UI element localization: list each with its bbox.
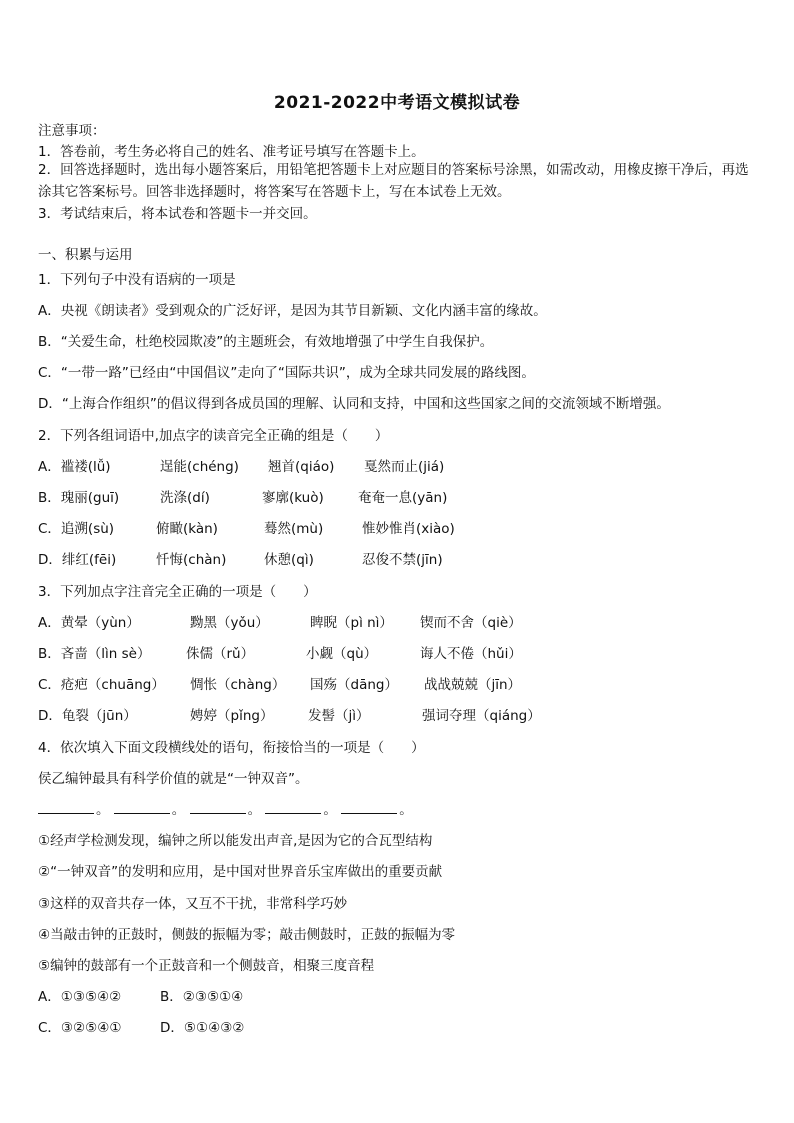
q3-c-3: 国殇（dāng） xyxy=(310,677,398,693)
q4-intro: 侯乙编钟最具有科学价值的就是“一钟双音”。 xyxy=(38,771,309,787)
q4-option-d: D．⑤①④③② xyxy=(160,1020,245,1036)
q2-a-3: 翘首(qiáo) xyxy=(268,459,335,475)
q2-b-1: B．瑰丽(guī) xyxy=(38,490,120,506)
q2-a-2: 逞能(chéng) xyxy=(160,459,239,475)
notice-item-1: 1．答卷前，考生务必将自己的姓名、准考证号填写在答题卡上。 xyxy=(38,144,425,160)
q4-stem: 4．依次填入下面文段横线处的语句，衔接恰当的一项是（ ） xyxy=(38,740,425,756)
q3-a-4: 锲而不舍（qiè） xyxy=(420,615,522,631)
page-title: 2021-2022中考语文模拟试卷 xyxy=(273,93,521,113)
notice-item-3: 3．考试结束后，将本试卷和答题卡一并交回。 xyxy=(38,206,317,222)
q3-stem: 3．下列加点字注音完全正确的一项是（ ） xyxy=(38,584,317,600)
q4-sentence-1: ①经声学检测发现，编钟之所以能发出声音,是因为它的合瓦型结构 xyxy=(38,833,433,849)
q1-option-a: A．央视《朗读者》受到观众的广泛好评，是因为其节目新颖、文化内涵丰富的缘故。 xyxy=(38,303,547,319)
section-heading: 一、积累与运用 xyxy=(38,247,133,263)
q2-b-4: 奄奄一息(yān) xyxy=(358,490,448,506)
answer-blank-2 xyxy=(114,803,170,814)
q3-c-1: C．疮疤（chuāng） xyxy=(38,677,165,693)
q1-option-d: D．“上海合作组织”的倡议得到各成员国的理解、认同和支持，中国和这些国家之间的交流领域不断增强。 xyxy=(38,396,670,412)
q3-b-1: B．吝啬（lìn sè） xyxy=(38,646,151,662)
q1-option-c: C．“一带一路”已经由“中国倡议”走向了“国际共识”，成为全球共同发展的路线图。 xyxy=(38,365,535,381)
q2-d-1: D．绯红(fēi) xyxy=(38,552,117,568)
q1-option-b: B．“关爱生命，杜绝校园欺凌”的主题班会，有效地增强了中学生自我保护。 xyxy=(38,334,494,350)
q3-b-4: 诲人不倦（hǔi） xyxy=(420,646,522,662)
q2-b-2: 洗涤(dí) xyxy=(160,490,210,506)
q3-a-2: 黝黑（yǒu） xyxy=(190,615,269,631)
q2-c-4: 惟妙惟肖(xiào) xyxy=(362,521,455,537)
q4-sentence-2: ②“一钟双音”的发明和应用，是中国对世界音乐宝库做出的重要贡献 xyxy=(38,864,443,880)
q3-d-2: 娉婷（pǐng） xyxy=(190,708,274,724)
answer-blank-5 xyxy=(341,803,397,814)
q4-sentence-3: ③这样的双音共存一体，又互不干扰，非常科学巧妙 xyxy=(38,896,348,912)
q3-a-1: A．黄晕（yùn） xyxy=(38,615,140,631)
q4-option-b: B．②③⑤①④ xyxy=(160,989,244,1005)
q3-c-4: 战战兢兢（jīn） xyxy=(424,677,522,693)
q4-blanks: 。 。 。 。 。 xyxy=(38,801,413,819)
q2-c-1: C．追溯(sù) xyxy=(38,521,115,537)
q2-c-2: 俯瞰(kàn) xyxy=(156,521,218,537)
q2-d-2: 忏悔(chàn) xyxy=(156,552,227,568)
answer-blank-3 xyxy=(190,803,246,814)
q4-sentence-4: ④当敲击钟的正鼓时，侧鼓的振幅为零；敲击侧鼓时，正鼓的振幅为零 xyxy=(38,927,456,943)
q3-d-4: 强词夺理（qiáng） xyxy=(422,708,541,724)
q2-d-3: 休憩(qì) xyxy=(264,552,314,568)
q4-option-c: C．③②⑤④① xyxy=(38,1020,122,1036)
answer-blank-4 xyxy=(265,803,321,814)
q2-d-4: 忍俊不禁(jīn) xyxy=(362,552,443,568)
q3-d-1: D．龟裂（jūn） xyxy=(38,708,137,724)
q4-option-a: A．①③⑤④② xyxy=(38,989,122,1005)
answer-blank-1 xyxy=(38,803,94,814)
q3-d-3: 发髻（jì） xyxy=(308,708,370,724)
q2-c-3: 蓦然(mù) xyxy=(264,521,324,537)
q3-b-2: 侏儒（rǔ） xyxy=(186,646,255,662)
q3-c-2: 惆怅（chàng） xyxy=(190,677,286,693)
q2-stem: 2．下列各组词语中,加点字的读音完全正确的组是（ ） xyxy=(38,428,389,444)
notice-item-2: 2．回答选择题时，选出每小题答案后，用铅笔把答题卡上对应题目的答案标号涂黑，如需改动，用橡皮擦干净后，再选涂其它答案标号。回答非选择题时，将答案写在答题卡上，写在本试卷上无效。 xyxy=(38,162,749,200)
notice-heading: 注意事项： xyxy=(38,123,106,139)
q1-stem: 1．下列句子中没有语病的一项是 xyxy=(38,272,236,288)
q3-b-3: 小觑（qù） xyxy=(306,646,378,662)
q3-a-3: 睥睨（pì nì） xyxy=(310,615,393,631)
q4-sentence-5: ⑤编钟的鼓部有一个正鼓音和一个侧鼓音，相聚三度音程 xyxy=(38,958,375,974)
q2-a-1: A．褴褛(lǚ) xyxy=(38,459,111,475)
q2-a-4: 戛然而止(jiá) xyxy=(364,459,445,475)
q2-b-3: 寥廓(kuò) xyxy=(262,490,324,506)
